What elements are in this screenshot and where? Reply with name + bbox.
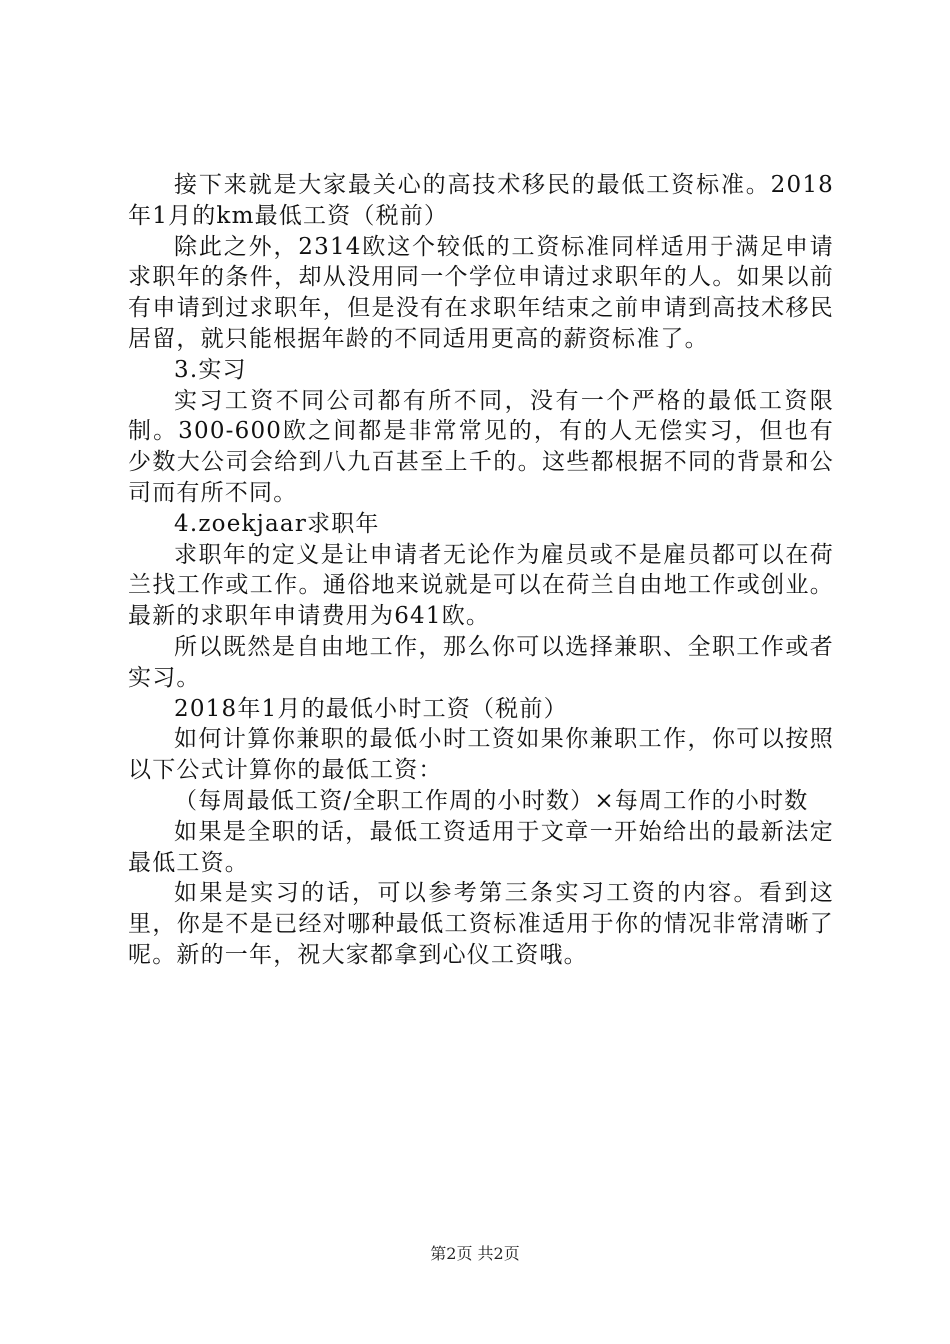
- paragraph-4: 求职年的定义是让申请者无论作为雇员或不是雇员都可以在荷兰找工作或工作。通俗地来说就是可以在荷兰自由地工作或创业。最新的求职年申请费用为641欧。: [128, 541, 834, 630]
- section-heading-internship: 3.实习: [174, 356, 247, 383]
- section-heading-zoekjaar: 4.zoekjaar求职年: [174, 510, 380, 537]
- paragraph-3: 实习工资不同公司都有所不同，没有一个严格的最低工资限制。300-600欧之间都是非常常见的，有的人无偿实习，但也有少数大公司会给到八九百甚至上千的。这些都根据不同的背景和公司而有所不同。: [128, 387, 834, 506]
- paragraph-7: 如何计算你兼职的最低小时工资如果你兼职工作，你可以按照以下公式计算你的最低工资：: [128, 726, 834, 784]
- paragraph-2: 除此之外，2314欧这个较低的工资标准同样适用于满足申请求职年的条件，却从没用同一个学位申请过求职年的人。如果以前有申请到过求职年，但是没有在求职年结束之前申请到高技术移民居留，就只能根据年龄的不同适用更高的薪资标准了。: [128, 233, 834, 352]
- paragraph-5: 所以既然是自由地工作，那么你可以选择兼职、全职工作或者实习。: [128, 633, 834, 691]
- document-body: [128, 170, 834, 971]
- paragraph-6: 2018年1月的最低小时工资（税前）: [174, 695, 568, 722]
- formula-paragraph: （每周最低工资/全职工作周的小时数）×每周工作的小时数: [174, 787, 809, 814]
- paragraph-8: 如果是全职的话，最低工资适用于文章一开始给出的最新法定最低工资。: [128, 818, 834, 876]
- paragraph-9: 如果是实习的话，可以参考第三条实习工资的内容。看到这里，你是不是已经对哪种最低工资标准适用于你的情况非常清晰了呢。新的一年，祝大家都拿到心仪工资哦。: [128, 880, 834, 968]
- page-footer: 第2页 共2页: [430, 1244, 520, 1263]
- paragraph-1: 接下来就是大家最关心的高技术移民的最低工资标准。2018年1月的km最低工资（税前）: [128, 172, 834, 229]
